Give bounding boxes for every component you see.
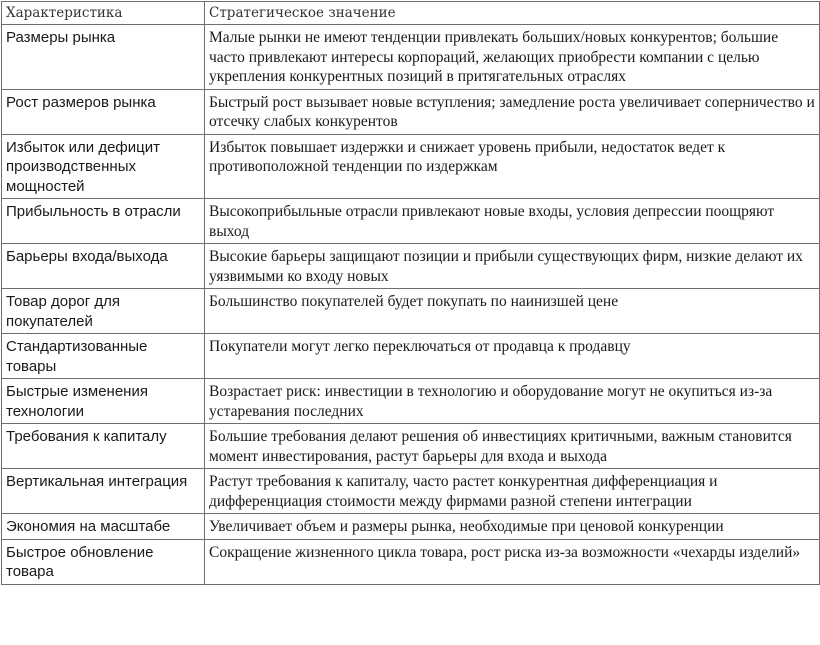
header-strategic-meaning: Стратегическое значение <box>205 2 820 25</box>
table-row <box>2 89 820 134</box>
table-row <box>2 289 820 334</box>
meaning-cell: Большие требования делают решения об инвестициях критичными, важным становится момент инвестирования, растут барьеры для входа и выхода <box>205 424 820 469</box>
meaning-cell: Избыток повышает издержки и снижает уровень прибыли, недостаток ведет к противоположной тенденции по издержкам <box>205 134 820 199</box>
meaning-cell: Возрастает риск: инвестиции в технологию и оборудование могут не окупиться из-за устаревания последних <box>205 379 820 424</box>
table-row <box>2 134 820 199</box>
characteristic-cell: Стандартизованные товары <box>2 334 205 379</box>
characteristic-cell: Вертикальная интеграция <box>2 469 205 514</box>
characteristic-cell: Рост размеров рынка <box>2 89 205 134</box>
meaning-cell: Растут требования к капиталу, часто растет конкурентная дифференциация и дифференциация стоимости между фирмами разной степени интеграции <box>205 469 820 514</box>
characteristic-cell: Быстрое обновление товара <box>2 539 205 584</box>
meaning-cell: Высокие барьеры защищают позиции и прибыли существующих фирм, низкие делают их уязвимыми ко входу новых <box>205 244 820 289</box>
characteristic-cell: Прибыльность в отрасли <box>2 199 205 244</box>
table-row <box>2 379 820 424</box>
characteristic-cell: Избыток или дефицит производственных мощностей <box>2 134 205 199</box>
table-row <box>2 539 820 584</box>
characteristic-cell: Размеры рынка <box>2 25 205 90</box>
meaning-cell: Сокращение жизненного цикла товара, рост риска из-за возможности «чехарды изделий» <box>205 539 820 584</box>
meaning-cell: Быстрый рост вызывает новые вступления; замедление роста увеличивает соперничество и отсечку слабых конкурентов <box>205 89 820 134</box>
characteristic-cell: Барьеры входа/выхода <box>2 244 205 289</box>
table-row <box>2 244 820 289</box>
header-characteristic: Характеристика <box>2 2 205 25</box>
table-row <box>2 469 820 514</box>
characteristic-cell: Товар дорог для покупателей <box>2 289 205 334</box>
strategy-table <box>1 1 820 585</box>
characteristic-cell: Экономия на масштабе <box>2 514 205 540</box>
table-row <box>2 424 820 469</box>
meaning-cell: Большинство покупателей будет покупать по наинизшей цене <box>205 289 820 334</box>
characteristic-cell: Требования к капиталу <box>2 424 205 469</box>
table-row <box>2 25 820 90</box>
header-row <box>2 2 820 25</box>
meaning-cell: Высокоприбыльные отрасли привлекают новые входы, условия депрессии поощряют выход <box>205 199 820 244</box>
table-row <box>2 199 820 244</box>
table-row <box>2 514 820 540</box>
meaning-cell: Малые рынки не имеют тенденции привлекать больших/новых конкурентов; большие часто привлекают интересы корпораций, желающих приобрести компании с целью укрепления конкурентных позиций в притягательных отраслях <box>205 25 820 90</box>
meaning-cell: Увеличивает объем и размеры рынка, необходимые при ценовой конкуренции <box>205 514 820 540</box>
table-row <box>2 334 820 379</box>
meaning-cell: Покупатели могут легко переключаться от продавца к продавцу <box>205 334 820 379</box>
characteristic-cell: Быстрые изменения технологии <box>2 379 205 424</box>
